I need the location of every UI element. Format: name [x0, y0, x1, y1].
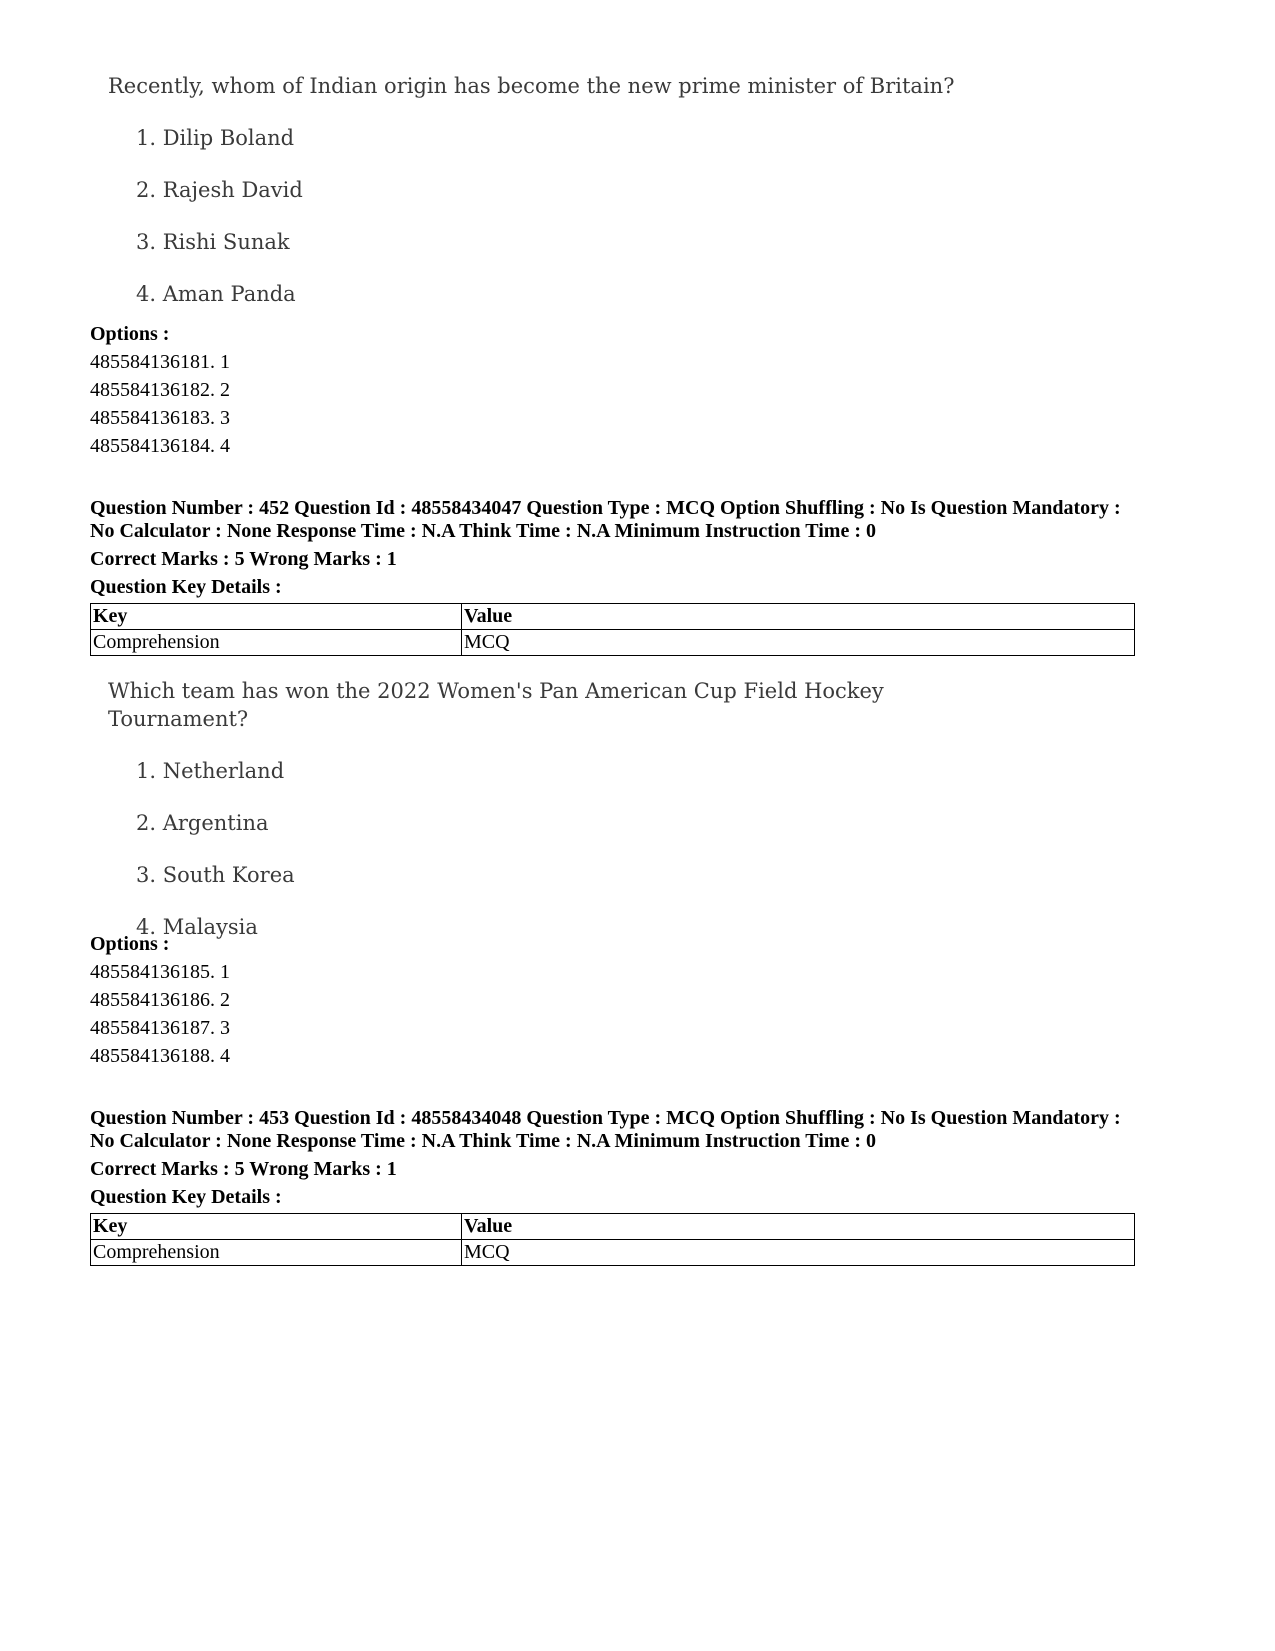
options-block-452: [90, 930, 1190, 1070]
key-details-table: [90, 603, 1135, 656]
options-label: Options :: [90, 323, 170, 345]
choice-item: 3. South Korea: [136, 863, 295, 887]
table-cell-key: Comprehension: [91, 630, 462, 656]
option-line: 485584136183. 3: [90, 407, 230, 429]
choice-list: [108, 757, 1008, 941]
option-line: 485584136184. 4: [90, 435, 230, 457]
marks-line: Correct Marks : 5 Wrong Marks : 1: [90, 1158, 397, 1180]
meta-line: Question Number : 452 Question Id : 48558434047 Question Type : MCQ Option Shuffling : No Is Question Mandatory :: [90, 497, 1121, 519]
choice-item: 2. Rajesh David: [136, 178, 303, 202]
options-label: Options :: [90, 933, 170, 955]
choice-item: 4. Malaysia: [136, 915, 258, 939]
question-453-meta: [90, 1107, 1200, 1153]
option-line: 485584136182. 2: [90, 379, 230, 401]
table-header-key: Key: [91, 1214, 462, 1240]
table-cell-value: MCQ: [462, 630, 1135, 656]
choice-item: 1. Dilip Boland: [136, 126, 295, 150]
table-cell-value: MCQ: [462, 1240, 1135, 1266]
question-452-image: [108, 677, 1008, 941]
table-cell-key: Comprehension: [91, 1240, 462, 1266]
option-line: 485584136188. 4: [90, 1045, 230, 1067]
question-text: Recently, whom of Indian origin has become the new prime minister of Britain?: [108, 74, 955, 98]
meta-line: Question Number : 453 Question Id : 48558434048 Question Type : MCQ Option Shuffling : No Is Question Mandatory :: [90, 1107, 1121, 1129]
choice-list: [108, 124, 1008, 308]
options-block-451: [90, 320, 1190, 460]
table-header-value: Value: [462, 604, 1135, 630]
meta-line: No Calculator : None Response Time : N.A Think Time : N.A Minimum Instruction Time : 0: [90, 1130, 876, 1152]
table-header-row: [91, 1214, 1135, 1240]
question-452-meta: [90, 497, 1200, 543]
choice-item: 1. Netherland: [136, 759, 285, 783]
option-line: 485584136186. 2: [90, 989, 230, 1011]
question-451-image: [108, 72, 1008, 308]
option-line: 485584136185. 1: [90, 961, 230, 983]
question-text: Which team has won the 2022 Women's Pan American Cup Field Hockey Tournament?: [108, 679, 884, 731]
option-line: 485584136187. 3: [90, 1017, 230, 1039]
table-header-value: Value: [462, 1214, 1135, 1240]
table-row: [91, 1240, 1135, 1266]
table-header-row: [91, 604, 1135, 630]
key-details-label: Question Key Details :: [90, 576, 282, 598]
key-details-table: [90, 1213, 1135, 1266]
meta-line: No Calculator : None Response Time : N.A Think Time : N.A Minimum Instruction Time : 0: [90, 520, 876, 542]
key-details-label: Question Key Details :: [90, 1186, 282, 1208]
choice-item: 3. Rishi Sunak: [136, 230, 290, 254]
marks-line: Correct Marks : 5 Wrong Marks : 1: [90, 548, 397, 570]
table-header-key: Key: [91, 604, 462, 630]
option-line: 485584136181. 1: [90, 351, 230, 373]
choice-item: 2. Argentina: [136, 811, 269, 835]
table-row: [91, 630, 1135, 656]
choice-item: 4. Aman Panda: [136, 282, 296, 306]
